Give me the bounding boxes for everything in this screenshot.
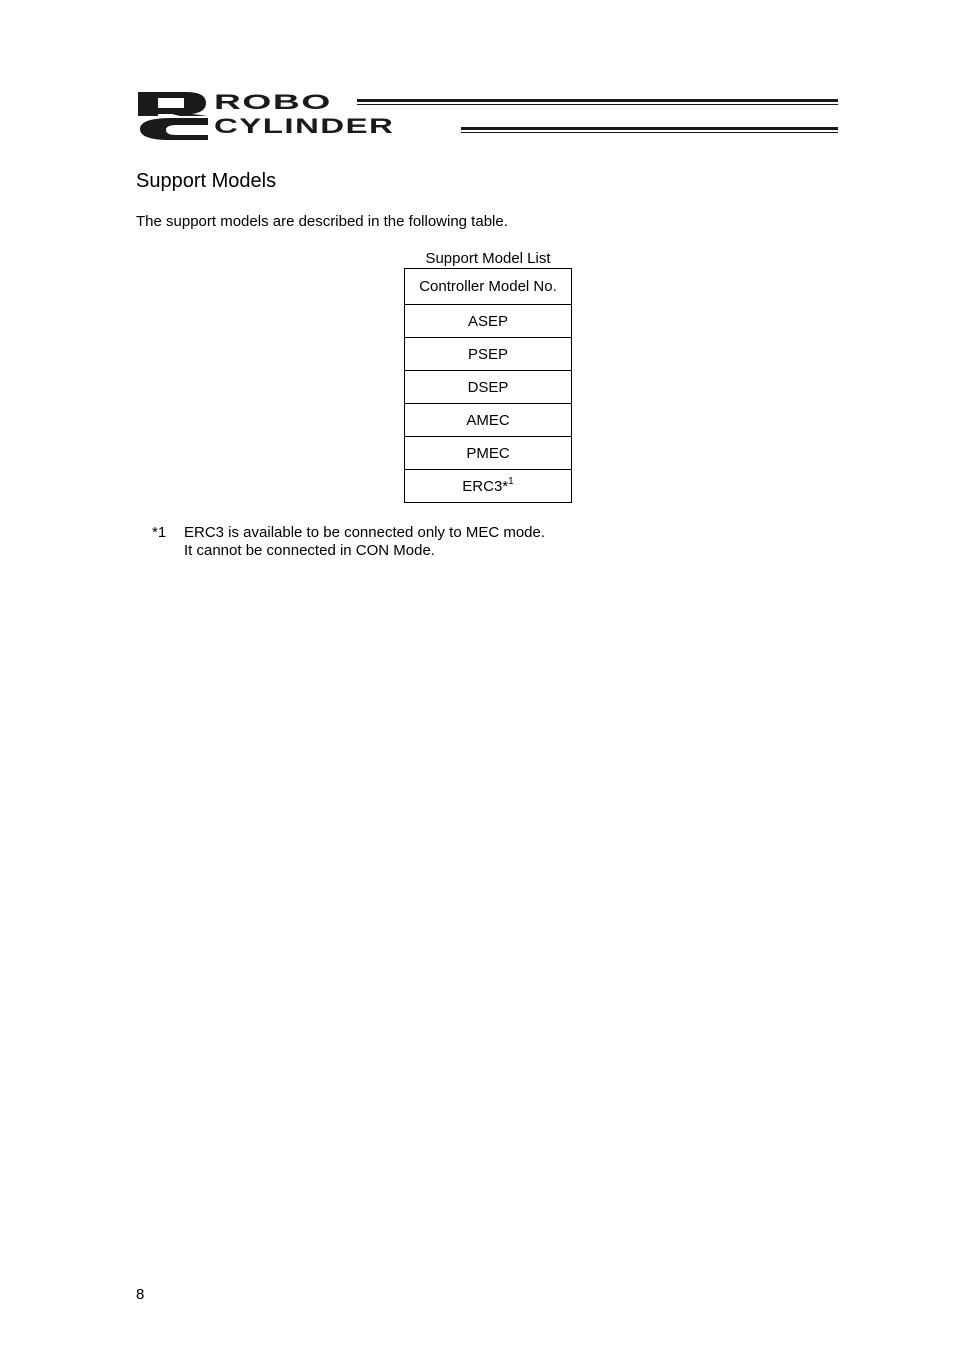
header-rule-bottom: [461, 127, 838, 130]
model-cell: [405, 371, 572, 404]
intro-paragraph: The support models are described in the following table.: [136, 213, 508, 230]
header-rule-bottom-thin: [461, 132, 838, 133]
table-header-cell: Controller Model No.: [405, 269, 572, 305]
table-row: [405, 437, 572, 470]
footnote-mark: *1: [152, 524, 167, 541]
logo-word-robo: ROBO: [214, 90, 332, 115]
support-model-table: [404, 268, 572, 503]
model-cell: [405, 437, 572, 470]
table-row: [405, 404, 572, 437]
model-cell: [405, 404, 572, 437]
model-cell: [405, 338, 572, 371]
page-number: 8: [136, 1286, 145, 1303]
table-header-row: [405, 269, 572, 305]
footnote-line-2: It cannot be connected in CON Mode.: [184, 542, 435, 559]
table-row: [405, 371, 572, 404]
model-name: DSEP: [467, 378, 509, 396]
model-name: ERC3*: [462, 477, 509, 495]
footnote-reference: 1: [508, 475, 514, 487]
model-cell: [405, 470, 572, 503]
logo-word-cylinder: CYLINDER: [214, 114, 395, 139]
model-name: AMEC: [466, 411, 510, 429]
table-row: [405, 338, 572, 371]
header-rule-top: [357, 99, 838, 102]
robo-cylinder-logo: [136, 90, 840, 142]
footnote-text: [184, 524, 684, 560]
footnote-line-1: ERC3 is available to be connected only to MEC mode.: [184, 524, 546, 541]
model-name: PMEC: [466, 444, 510, 462]
model-name: PSEP: [467, 345, 509, 363]
model-cell: [405, 305, 572, 338]
model-name: ASEP: [467, 312, 509, 330]
section-title: Support Models: [136, 170, 277, 192]
table-row: [405, 470, 572, 503]
table-row: [405, 305, 572, 338]
rc-logo-icon: [136, 90, 210, 142]
table-caption: Support Model List: [425, 250, 551, 267]
header-rule-top-thin: [357, 104, 838, 105]
